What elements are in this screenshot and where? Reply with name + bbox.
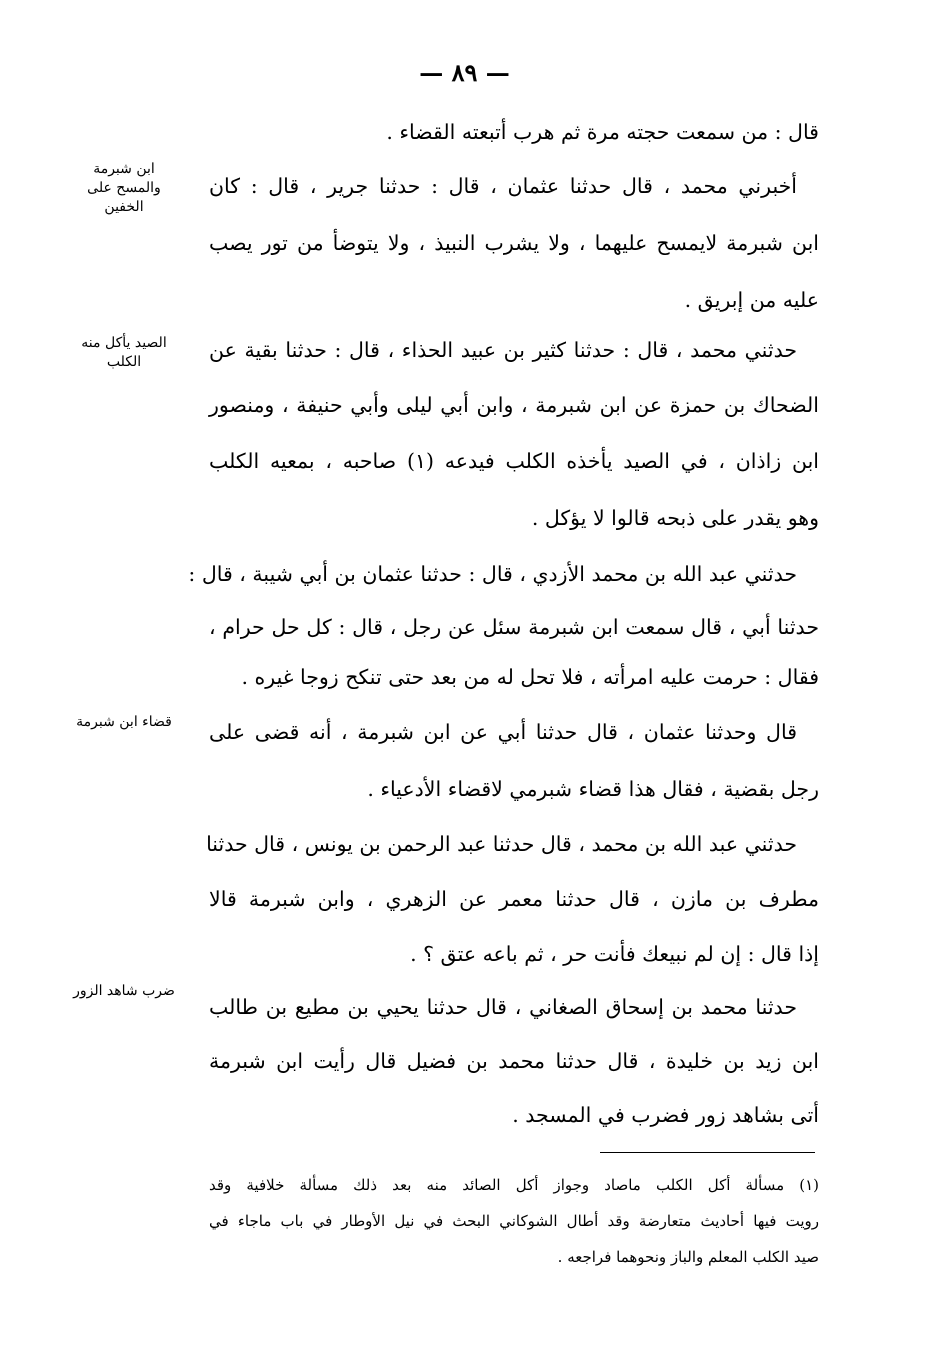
body-line: إذا قال : إن لم نبيعك فأنت حر ، ثم باعه عتق ؟ . <box>410 942 819 966</box>
body-line: أخبرني محمد ، قال حدثنا عثمان ، قال : حدثنا جرير ، قال : كان <box>209 174 797 198</box>
body-line: قال وحدثنا عثمان ، قال حدثنا أبي عن ابن شبرمة ، أنه قضى على <box>209 720 797 744</box>
body-line: وهو يقدر على ذبحه قالوا لا يؤكل . <box>531 506 819 530</box>
margin-note: ابن شبرمة والمسح على الخفين <box>87 161 161 215</box>
body-line: قال : من سمعت حجته مرة ثم هرب أتبعته القضاء . <box>386 120 819 144</box>
footnote-line: (١) مسألة أكل الكلب ماصاد وجواز أكل الصائد منه بعد ذلك مسألة خلافية وقد <box>209 1176 819 1194</box>
page-number: — ٨٩ — <box>419 58 510 87</box>
margin-note: الصيد يأكل منه الكلب <box>81 335 167 370</box>
body-line: حدثني عبد الله بن محمد ، قال حدثنا عبد الرحمن بن يونس ، قال حدثنا <box>206 832 797 856</box>
footnote-separator <box>600 1152 815 1153</box>
body-line: الضحاك بن حمزة عن ابن شبرمة ، وابن أبي ليلى وأبي حنيفة ، ومنصور <box>209 393 819 417</box>
body-line: مطرف بن مازن ، قال حدثنا معمر عن الزهري ، وابن شبرمة قالا <box>209 887 819 911</box>
body-line: حدثني محمد ، قال : حدثنا كثير بن عبيد الحذاء ، قال : حدثنا بقية عن <box>209 338 797 362</box>
footnote-line: رويت فيها أحاديث متعارضة وقد أطال الشوكاني البحث في نيل الأوطار في باب ماجاء في <box>209 1212 819 1230</box>
body-line: حدثنا محمد بن إسحاق الصغاني ، قال حدثنا يحيي بن مطيع بن طالب <box>209 995 797 1019</box>
body-line: فقال : حرمت عليه امرأته ، فلا تحل له من بعد حتى تنكح زوجا غيره . <box>241 665 819 689</box>
body-line: رجل بقضية ، فقال هذا قضاء شبرمي لاقضاء الأدعياء . <box>367 777 819 801</box>
margin-note: ضرب شاهد الزور <box>73 983 175 999</box>
footnote-line: صيد الكلب المعلم والباز ونحوهما فراجعه . <box>557 1248 819 1266</box>
body-line: عليه من إبريق . <box>684 288 819 312</box>
margin-note: قضاء ابن شبرمة <box>76 714 172 730</box>
body-line: ابن زيد بن خليدة ، قال حدثنا محمد بن فضيل قال رأيت ابن شبرمة <box>209 1049 819 1073</box>
body-line: حدثنا أبي ، قال سمعت ابن شبرمة سئل عن رجل ، قال : كل حل حرام ، <box>209 615 819 639</box>
body-line: ابن زاذان ، في الصيد يأخذه الكلب فيدعه (١) صاحبه ، بمعيه الكلب <box>209 449 819 473</box>
body-line: ابن شبرمة لايمسح عليهما ، ولا يشرب النبيذ ، ولا يتوضأ من تور يصب <box>209 231 819 255</box>
body-line: أتى بشاهد زور فضرب في المسجد . <box>512 1103 819 1127</box>
body-line: حدثني عبد الله بن محمد الأزدي ، قال : حدثنا عثمان بن أبي شيبة ، قال : <box>188 562 797 586</box>
